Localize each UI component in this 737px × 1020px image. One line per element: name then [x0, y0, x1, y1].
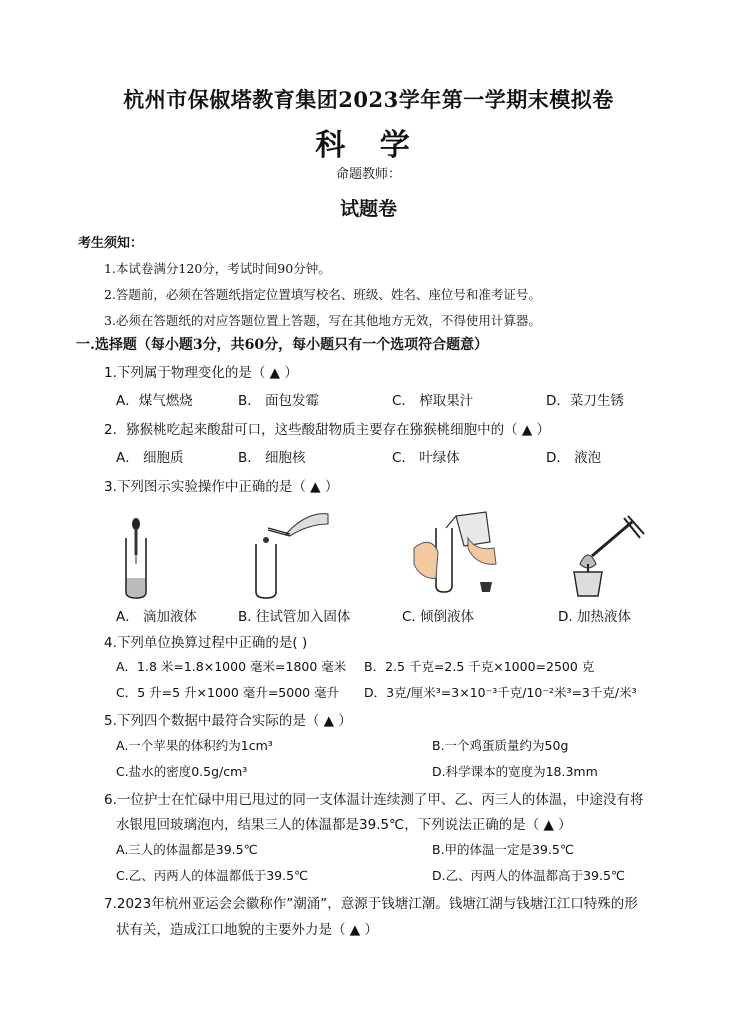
figure-pouring-liquid	[408, 508, 498, 598]
question-option: A． 细胞质	[116, 450, 184, 466]
question-option: B. 往试管加入固体	[238, 609, 351, 625]
subject-title: 科 学	[315, 128, 422, 163]
section-heading: 一.选择题（每小题3分，共60分，每小题只有一个选项符合题意）	[76, 337, 489, 353]
question-option: D.乙、丙两人的体温都高于39.5℃	[432, 868, 625, 883]
question-option: D．菜刀生锈	[546, 393, 624, 409]
teacher-label: 命题教师：	[335, 167, 401, 182]
question-option: B.甲的体温一定是39.5℃	[432, 842, 574, 857]
figure-dropping-liquid	[116, 516, 156, 600]
question-option: C． 榨取果汁	[392, 393, 474, 409]
figure-adding-solid	[252, 504, 332, 600]
question-stem: 6.一位护士在忙碌中用已甩过的同一支体温计连续测了甲、乙、丙三人的体温，中途没有将	[104, 792, 644, 808]
question-option: D．3克/厘米³=3×10⁻³千克/10⁻²米³=3千克/米³	[364, 685, 637, 700]
question-option: C.盐水的密度0.5g/cm³	[116, 764, 248, 779]
question-stem: 1.下列属于物理变化的是（ ▲ ）	[104, 365, 298, 381]
notice-item: 2.答题前，必须在答题纸指定位置填写校名、班级、姓名、座位号和准考证号。	[104, 287, 541, 302]
question-option: D. 加热液体	[558, 609, 631, 625]
notice-item: 3.必须在答题纸的对应答题位置上答题，写在其他地方无效，不得使用计算器。	[104, 313, 541, 328]
question-stem: 7.2023年杭州亚运会会徽称作”潮涌”，意源于钱塘江潮。钱塘江湖与钱塘江江口特殊的形	[104, 896, 638, 912]
paper-title: 试题卷	[339, 198, 397, 220]
question-option: A.三人的体温都是39.5℃	[116, 842, 258, 857]
question-stem: 水银甩回玻璃泡内，结果三人的体温都是39.5℃，下列说法正确的是（ ▲ ）	[116, 817, 572, 833]
figure-heating-liquid	[566, 512, 646, 600]
question-option: A.一个苹果的体积约为1cm³	[116, 738, 273, 753]
question-option: B．2.5 千克=2.5 千克×1000=2500 克	[364, 659, 595, 674]
question-option: C.乙、丙两人的体温都低于39.5℃	[116, 868, 309, 883]
question-option: D． 液泡	[546, 450, 602, 466]
question-option: C. 倾倒液体	[402, 609, 475, 625]
notice-item: 1.本试卷满分120分，考试时间90分钟。	[104, 261, 331, 276]
question-option: B.一个鸡蛋质量约为50g	[432, 738, 569, 753]
question-stem: 4.下列单位换算过程中正确的是( )	[104, 635, 308, 651]
question-option: A．1.8 米=1.8×1000 毫米=1800 毫米	[116, 659, 347, 674]
question-stem: 状有关，造成江口地貌的主要外力是（ ▲ ）	[116, 922, 378, 938]
question-option: B． 细胞核	[238, 450, 306, 466]
question-option: A． 滴加液体	[116, 609, 198, 625]
question-option: B． 面包发霉	[238, 393, 320, 409]
question-option: A．煤气燃烧	[116, 393, 193, 409]
question-stem: 2．猕猴桃吃起来酸甜可口，这些酸甜物质主要存在猕猴桃细胞中的（ ▲ ）	[104, 422, 551, 438]
question-option: D.科学课本的宽度为18.3mm	[432, 764, 598, 779]
question-option: C．5 升=5 升×1000 毫升=5000 毫升	[116, 685, 340, 700]
notice-heading: 考生须知：	[78, 236, 144, 251]
question-option: C． 叶绿体	[392, 450, 460, 466]
exam-title: 杭州市保俶塔教育集团2023学年第一学期末模拟卷	[123, 87, 614, 112]
question-stem: 3.下列图示实验操作中正确的是（ ▲ ）	[104, 479, 339, 495]
question-stem: 5.下列四个数据中最符合实际的是（ ▲ ）	[104, 713, 352, 729]
